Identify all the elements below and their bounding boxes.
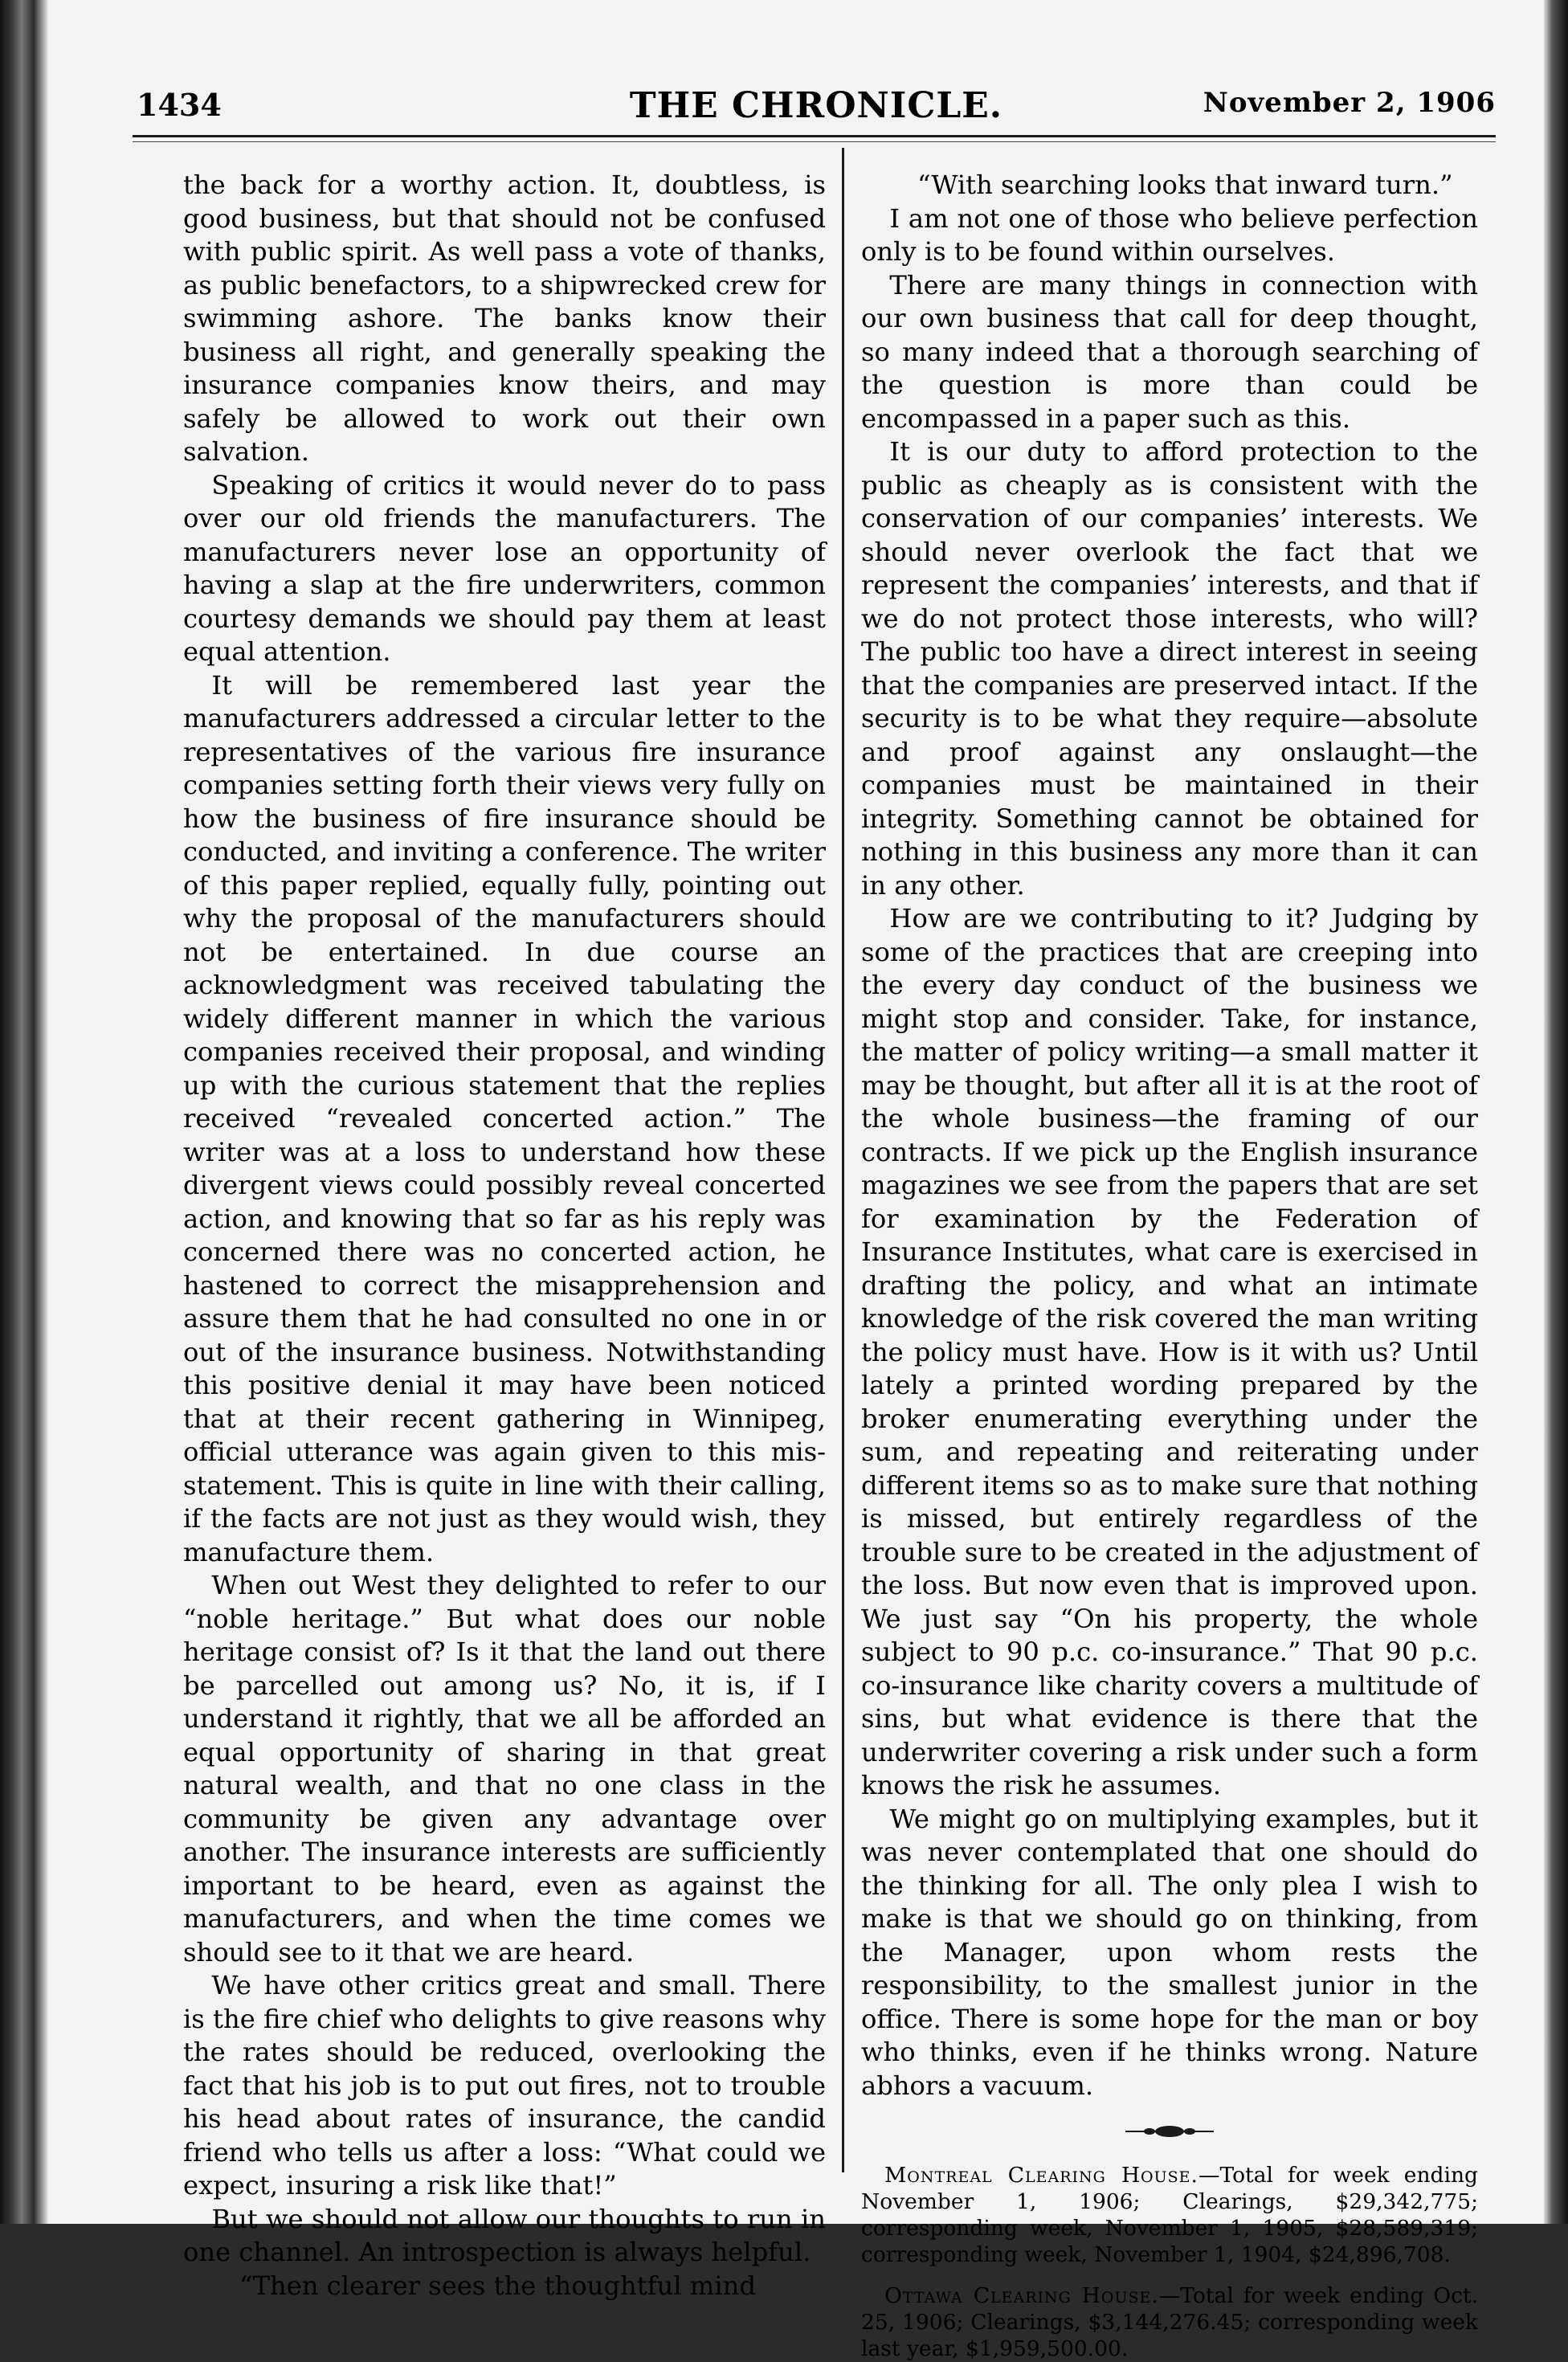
left-paragraph: the back for a worthy action. It, doubtless, is good business, but that should not be confused with public spirit. As well pass a vote of thanks, as public benefactors, to a shipwrecked crew for swimming ashore. The banks know their business all right, and generally speaking the insurance companies know theirs, and may safely be allowed to work out their own salvation.	[183, 170, 826, 467]
binding-spine	[0, 0, 48, 2224]
left-paragraph: It will be remembered last year the manufacturers addressed a circular letter to the representatives of the various fire insurance companies setting forth their views very fully on how the business of fire insurance should be conducted, and inviting a conference. The writer of this paper replied, equally fully, pointing out why the proposal of the manufacturers should not be entertained. In due course an acknowledgment was received tabulating the widely different manner in which the various companies received their proposal, and winding up with the curious statement that the replies received “revealed concerted action.” The writer was at a loss to understand how these divergent views could possibly reveal concerted action, and knowing that so far as his reply was concerned there was no concerted action, he hastened to correct the misapprehension and assure them that he had consulted no one in or out of the insurance business. Notwithstanding this positive denial it may have been noticed that at their recent gathering in Winnipeg, official utterance was again given to this mis-statement. This is quite in line with their calling, if the facts are not just as they would wish, they manufacture them.	[183, 669, 826, 1567]
left-column	[183, 169, 826, 2303]
clearing-house-notice	[861, 2282, 1478, 2362]
publication-title: THE CHRONICLE.	[629, 85, 1003, 126]
section-ornament	[861, 2114, 1478, 2147]
header-rule	[133, 135, 1496, 137]
right-paragraph: I am not one of those who believe perfection only is to be found within ourselves.	[861, 202, 1478, 267]
notice-heading: Montreal Clearing House.	[884, 2162, 1198, 2188]
notice-heading: Ottawa Clearing House.	[884, 2282, 1159, 2308]
poem-quote-line: “Then clearer sees the thoughtful mind	[239, 2270, 756, 2301]
issue-date: November 2, 1906	[1203, 87, 1496, 119]
ornament-divider-icon	[1125, 2124, 1214, 2139]
poem-quote-line: “With searching looks that inward turn.”	[917, 170, 1453, 200]
right-paragraph: How are we contributing to it? Judging by some of the practices that are creeping into the every day conduct of the business we might stop and consider. Take, for instance, the matter of policy writing—a small matter it may be thought, but after all it is at the root of the whole business—the framing of our contracts. If we pick up the English insurance magazines we see from the papers that are set for examination by the Federation of Insurance Institutes, what care is exercised in drafting the policy, and what an intimate knowledge of the risk covered the man writing the policy must have. How is it with us? Until lately a printed wording prepared by the broker enumerating everything under the sum, and repeating and reiterating under different items so as to make sure that nothing is missed, but entirely regardless of the trouble sure to be created in the adjustment of the loss. But now even that is improved upon. We just say “On his property, the whole subject to 90 p.c. co-insurance.” That 90 p.c. co-insurance like charity covers a multitude of sins, but what evidence is there that the underwriter covering a risk under such a form knows the risk he assumes.	[861, 903, 1478, 1800]
right-column	[861, 169, 1478, 2362]
notice-text: —Total for week ending November 1, 1906; Clearings, $29,342,775; corresponding week, November 1, 1905, $28,589,319; corresponding week, November 1, 1904, $24,896,708.	[861, 2162, 1478, 2267]
page-edge-shadow	[1544, 0, 1568, 2224]
page-header	[137, 87, 1496, 135]
right-paragraph: It is our duty to afford protection to the public as cheaply as is consistent with the conservation of our companies’ interests. We should never overlook the fact that we represent the companies’ interests, and that if we do not protect those interests, who will? The public too have a direct interest in seeing that the companies are preserved intact. If the security is to be what they require—absolute and proof against any onslaught—the companies must be maintained in their integrity. Something cannot be obtained for nothing in this business any more than it can in any other.	[861, 436, 1478, 901]
right-paragraph: There are many things in connection with our own business that call for deep thought, so many indeed that a thorough searching of the question is more than could be encompassed in a paper such as this.	[861, 269, 1478, 434]
page-number: 1434	[137, 87, 222, 123]
clearing-house-notice	[861, 2162, 1478, 2268]
header-rule-thin	[133, 141, 1496, 142]
column-divider	[842, 148, 844, 2172]
left-paragraph: But we should not allow our thoughts to run in one channel. An introspection is always helpful.	[183, 2203, 826, 2267]
left-paragraph: We have other critics great and small. There is the fire chief who delights to give reasons why the rates should be reduced, overlooking the fact that his job is to put out fires, not to trouble his head about rates of insurance, the candid friend who tells us after a loss: “What could we expect, insuring a risk like that!”	[183, 1970, 826, 2201]
left-paragraph: Speaking of critics it would never do to pass over our old friends the manufacturers. The manufacturers never lose an opportunity of having a slap at the fire underwriters, common courtesy demands we should pay them at least equal attention.	[183, 469, 826, 667]
left-paragraph: When out West they delighted to refer to our “noble heritage.” But what does our noble heritage consist of? Is it that the land out there be parcelled out among us? No, it is, if I understand it rightly, that we all be afforded an equal opportunity of sharing in that great natural wealth, and that no one class in the community be given any advantage over another. The insurance interests are sufficiently important to be heard, even as against the manufacturers, and when the time comes we should see to it that we are heard.	[183, 1570, 826, 1968]
right-paragraph: We might go on multiplying examples, but it was never contemplated that one should do the thinking for all. The only plea I wish to make is that we should go on thinking, from the Manager, upon whom rests the responsibility, to the smallest junior in the office. There is some hope for the man or boy who thinks, even if he thinks wrong. Nature abhors a vacuum.	[861, 1803, 1478, 2101]
notice-text: —Total for week ending Oct. 25, 1906; Clearings, $3,144,276.45; corresponding week last year, $1,959,500.00.	[861, 2282, 1478, 2361]
